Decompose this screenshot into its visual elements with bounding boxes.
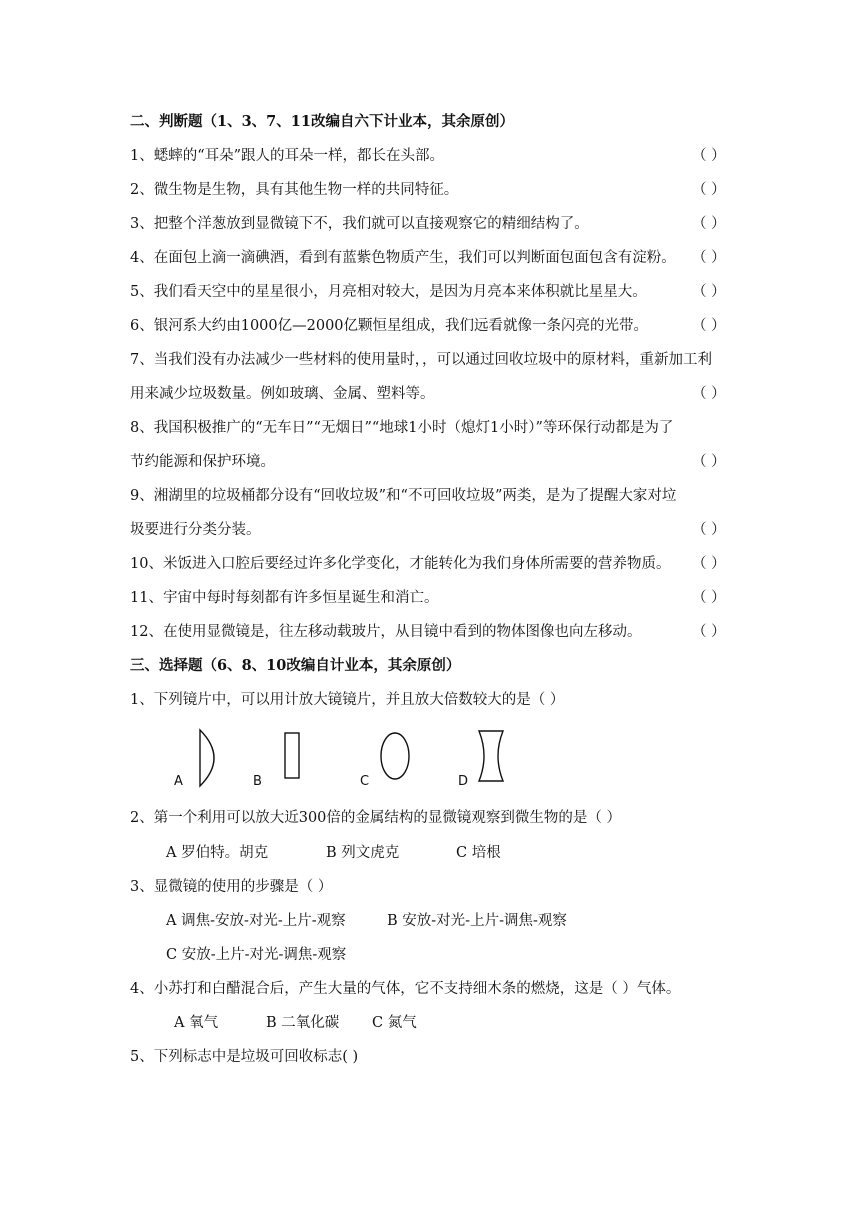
choice-q1-text: 1、下列镜片中，可以用计放大镜镜片，并且放大倍数较大的是（ ） bbox=[130, 692, 565, 708]
q3-option-c[interactable]: C 安放-上片-对光-调焦-观察 bbox=[166, 947, 347, 963]
judge-item-7-line-2: 用来减少垃圾数量。例如玻璃、金属、塑料等。 bbox=[130, 386, 435, 402]
answer-paren[interactable]: （ ） bbox=[692, 624, 726, 640]
answer-paren[interactable]: （ ） bbox=[692, 284, 726, 300]
answer-paren[interactable]: （ ） bbox=[692, 182, 726, 198]
plano-convex-lens-icon bbox=[200, 730, 214, 786]
judge-item-1: 1、蟋蟀的“耳朵”跟人的耳朵一样，都长在头部。 bbox=[130, 148, 445, 164]
judge-item-9-line-1: 9、湘湖里的垃圾桶都分设有“回收垃圾”和“不可回收垃圾”两类，是为了提醒大家对垃 bbox=[130, 488, 677, 504]
judge-item-10: 10、米饭进入口腔后要经过许多化学变化，才能转化为我们身体所需要的营养物质。 bbox=[130, 556, 671, 572]
answer-paren[interactable]: （ ） bbox=[692, 250, 726, 266]
judge-item-6: 6、银河系大约由1000亿—2000亿颗恒星组成，我们远看就像一条闪亮的光带。 bbox=[130, 318, 649, 334]
answer-paren[interactable]: （ ） bbox=[692, 522, 726, 538]
q4-option-c[interactable]: C 氮气 bbox=[372, 1015, 417, 1031]
judge-item-7-line-1: 7、当我们没有办法减少一些材料的使用量时，，可以通过回收垃圾中的原材料，重新加工利 bbox=[130, 352, 712, 368]
judge-item-8-line-2: 节约能源和保护环境。 bbox=[130, 454, 275, 470]
lens-label-a[interactable]: A bbox=[174, 774, 183, 789]
q2-option-c[interactable]: C 培根 bbox=[456, 845, 501, 861]
answer-paren[interactable]: （ ） bbox=[692, 386, 726, 402]
choice-q3-text: 3、显微镜的使用的步骤是（ ） bbox=[130, 879, 333, 895]
flat-glass-icon bbox=[285, 733, 299, 778]
q3-option-a[interactable]: A 调焦-安放-对光-上片-观察 bbox=[166, 913, 346, 929]
answer-paren[interactable]: （ ） bbox=[692, 216, 726, 232]
judge-item-2: 2、微生物是生物，具有其他生物一样的共同特征。 bbox=[130, 182, 459, 198]
q3-option-b[interactable]: B 安放-对光-上片-调焦-观察 bbox=[387, 913, 567, 929]
lens-label-b[interactable]: B bbox=[253, 774, 262, 789]
judge-item-9-line-2: 圾要进行分类分装。 bbox=[130, 522, 261, 538]
q2-option-a[interactable]: A 罗伯特。胡克 bbox=[166, 845, 269, 861]
answer-paren[interactable]: （ ） bbox=[692, 556, 726, 572]
answer-paren[interactable]: （ ） bbox=[692, 454, 726, 470]
double-convex-lens-icon bbox=[381, 733, 409, 779]
q4-option-a[interactable]: A 氧气 bbox=[174, 1015, 219, 1031]
judge-item-3: 3、把整个洋葱放到显微镜下不，我们就可以直接观察它的精细结构了。 bbox=[130, 216, 589, 232]
choice-q2-text: 2、第一个利用可以放大近300倍的金属结构的显微镜观察到微生物的是（ ） bbox=[130, 810, 622, 826]
lens-diagram bbox=[168, 726, 528, 796]
judge-item-4: 4、在面包上滴一滴碘酒，看到有蓝紫色物质产生，我们可以判断面包面包含有淀粉。 bbox=[130, 250, 676, 266]
choice-q4-text: 4、小苏打和白醋混合后，产生大量的气体，它不支持细木条的燃烧，这是（ ）气体。 bbox=[130, 981, 681, 997]
answer-paren[interactable]: （ ） bbox=[692, 590, 726, 606]
double-concave-lens-icon bbox=[479, 731, 503, 781]
judge-item-11: 11、宇宙中每时每刻都有许多恒星诞生和消亡。 bbox=[130, 590, 439, 606]
section-3-heading: 三、选择题（6、8、10改编自计业本，其余原创） bbox=[130, 657, 461, 674]
judge-item-8-line-1: 8、我国积极推广的“无车日”“无烟日”“地球1小时（熄灯1小时）”等环保行动都是为了 bbox=[130, 420, 674, 436]
lens-figures bbox=[168, 726, 528, 796]
q4-option-b[interactable]: B 二氧化碳 bbox=[266, 1015, 340, 1031]
answer-paren[interactable]: （ ） bbox=[692, 318, 726, 334]
lens-label-d[interactable]: D bbox=[458, 774, 469, 789]
judge-item-12: 12、在使用显微镜是，往左移动载玻片，从目镜中看到的物体图像也向左移动。 bbox=[130, 624, 642, 640]
lens-label-c[interactable]: C bbox=[360, 774, 370, 789]
q2-option-b[interactable]: B 列文虎克 bbox=[326, 845, 400, 861]
choice-q5-text: 5、下列标志中是垃圾可回收标志( ) bbox=[130, 1049, 359, 1065]
answer-paren[interactable]: （ ） bbox=[692, 148, 726, 164]
section-2-heading: 二、判断题（1、3、7、11改编自六下计业本，其余原创） bbox=[130, 113, 514, 130]
judge-item-5: 5、我们看天空中的星星很小，月亮相对较大，是因为月亮本来体积就比星星大。 bbox=[130, 284, 647, 300]
